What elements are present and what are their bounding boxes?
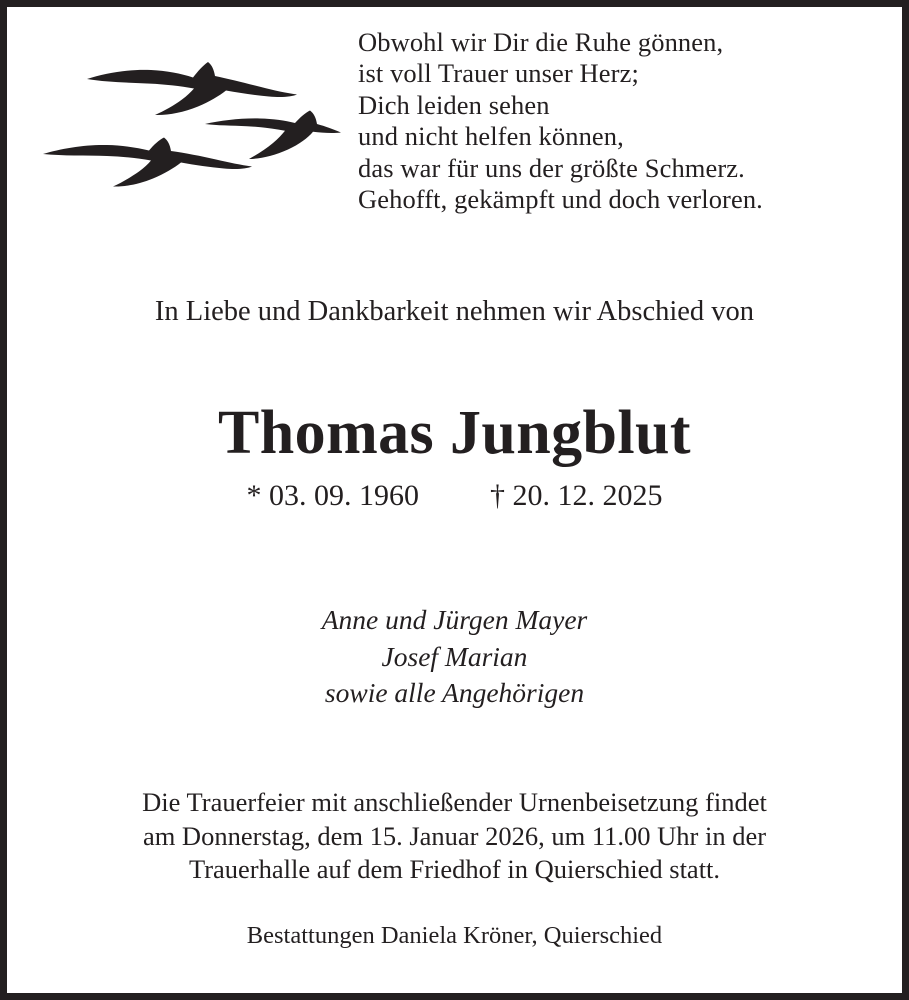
- flying-birds-icon: [33, 32, 343, 192]
- verse-line-1: Obwohl wir Dir die Ruhe gönnen,: [358, 27, 724, 57]
- obituary-card-inner: [7, 7, 902, 993]
- verse-line-5: das war für uns der größte Schmerz.: [358, 152, 745, 183]
- service-line-3: Trauerhalle auf dem Friedhof in Quierschied statt.: [188, 854, 721, 885]
- mourner-line-3: sowie alle Angehörigen: [324, 677, 585, 709]
- life-dates: [7, 478, 902, 514]
- memorial-verse: [358, 27, 892, 215]
- header-block: [7, 7, 902, 257]
- mourners-list: [7, 602, 902, 712]
- verse-line-6: Gehofft, gekämpft und doch verloren.: [358, 183, 763, 214]
- funeral-home-credit: Bestattungen Daniela Kröner, Quierschied: [246, 921, 663, 949]
- deceased-block: [7, 401, 902, 514]
- deceased-name: Thomas Jungblut: [218, 399, 691, 468]
- service-line-2: am Donnerstag, dem 15. Januar 2026, um 11.00 Uhr in der: [142, 820, 767, 851]
- verse-line-3: Dich leiden sehen: [358, 89, 550, 120]
- funeral-service-details: [7, 786, 902, 887]
- verse-line-2: ist voll Trauer unser Herz;: [358, 58, 639, 89]
- farewell-intro-text: In Liebe und Dankbarkeit nehmen wir Abschied von: [154, 296, 755, 327]
- mourner-line-1: Anne und Jürgen Mayer: [321, 604, 588, 636]
- death-date: † 20. 12. 2025: [490, 479, 663, 513]
- verse-line-4: und nicht helfen können,: [358, 121, 624, 152]
- service-line-1: Die Trauerfeier mit anschließender Urnenbeisetzung findet: [142, 786, 767, 817]
- birth-date: * 03. 09. 1960: [246, 479, 419, 513]
- mourner-line-2: Josef Marian: [381, 640, 528, 672]
